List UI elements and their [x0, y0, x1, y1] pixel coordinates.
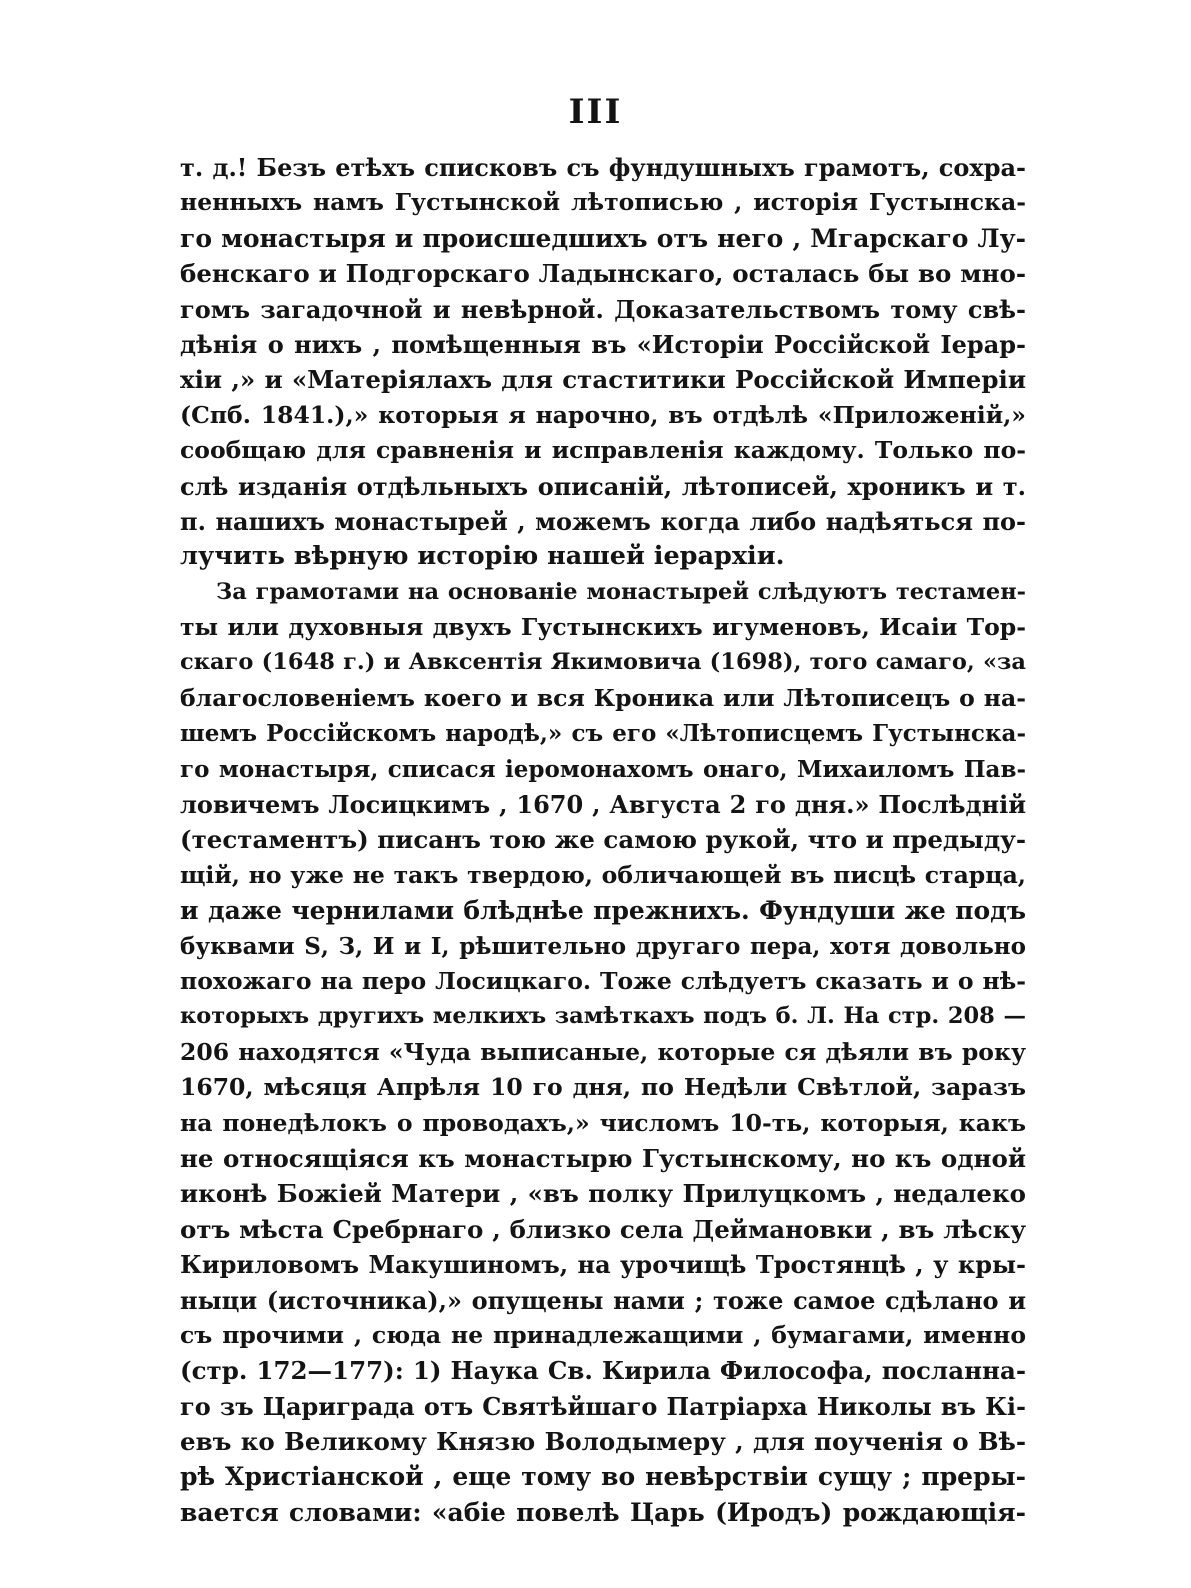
page-number: III: [568, 92, 623, 132]
text-line: не относящіяся къ монастырю Густынскому, но къ одной: [180, 1143, 1026, 1173]
paragraph-1: [180, 150, 1026, 575]
text-line: похожаго на перо Лосицкаго. Тоже слѣдуетъ сказать и о нѣ-: [180, 966, 1026, 995]
text-line: За грамотами на основаніе монастырей слѣдуютъ тестамен-: [216, 578, 1026, 605]
text-line: иконѣ Божіей Матери , «въ полку Прилуцкомъ , недалеко: [180, 1179, 1026, 1209]
text-line: (тестаментъ) писанъ тою же самою рукой, что и предыду-: [180, 825, 1026, 855]
text-line: сообщаю для сравненія и исправленія каждому. Только по-: [180, 436, 1026, 465]
text-line: бенскаго и Подгорскаго Ладынскаго, осталась бы во мно-: [180, 259, 1026, 289]
text-line: го монастыря, списася іеромонахомъ онаго, Михаиломъ Пав-: [180, 755, 1026, 783]
text-line: ловичемъ Лосицкимъ , 1670 , Августа 2 го дня.» Послѣдній: [180, 790, 1026, 820]
text-line: скаго (1648 г.) и Авксентія Якимовича (1698), того самаго, «за: [180, 649, 1026, 676]
text-line: (Спб. 1841.),» которыя я нарочно, въ отдѣлѣ «Приложеній,»: [180, 400, 1026, 429]
text-line: рѣ Христіанской , еще тому во невѣрствіи сущу ; преры-: [180, 1462, 1026, 1492]
text-line: шемъ Россійскомъ народѣ,» съ его «Лѣтописцемъ Густынска-: [180, 720, 1026, 748]
text-line: 206 находятся «Чуда выписаные, которые ся дѣяли въ року: [180, 1037, 1026, 1066]
text-line: на понедѣлокъ о проводахъ,» числомъ 10-ть, которыя, какъ: [180, 1108, 1026, 1137]
text-line: гомъ загадочной и невѣрной. Доказательствомъ тому свѣ-: [180, 294, 1026, 324]
text-line: евъ ко Великому Князю Володымеру , для поученія о Вѣ-: [180, 1427, 1026, 1457]
text-line: п. нашихъ монастырей , можемъ когда либо надѣяться по-: [180, 506, 1026, 536]
text-line: Кириловомъ Макушиномъ, на урочищѣ Тростянцѣ , у кры-: [180, 1250, 1026, 1280]
text-line: ненныхъ намъ Густынской лѣтописью , исторія Густынска-: [180, 188, 1026, 217]
text-line: т. д.! Безъ етѣхъ списковъ съ фундушныхъ грамотъ, сохра-: [180, 153, 1026, 182]
text-line: щій, но уже не такъ твердою, обличающей въ писцѣ старца,: [180, 860, 1026, 889]
text-line: го зъ Цариграда отъ Святѣйшаго Патріарха Николы въ Кі-: [180, 1391, 1026, 1421]
text-line: лучить вѣрную исторію нашей іерархіи.: [180, 541, 785, 572]
text-line: отъ мѣста Сребрнаго , близко села Деймановки , въ лѣску: [180, 1214, 1026, 1244]
text-line: хіи ,» и «Матеріялахъ для стаститики Россійской Имперіи: [180, 365, 1026, 395]
text-line: которыхъ другихъ мелкихъ замѣткахъ подъ б. Л. На стр. 208 —: [180, 1003, 1026, 1030]
text-line: благословеніемъ коего и вся Кроника или Лѣтописецъ о на-: [180, 683, 1026, 712]
text-line: го монастыря и происшедшихъ отъ него , Мгарскаго Лу-: [180, 223, 1026, 253]
text-line: слѣ изданія отдѣльныхъ описаній, лѣтописей, хроникъ и т.: [180, 471, 1026, 501]
text-line: съ прочими , сюда не принадлежащими , бумагами, именно: [180, 1320, 1026, 1349]
text-line: буквами Ѕ, З, И и І, рѣшительно другаго пера, хотя довольно: [180, 932, 1026, 960]
text-line: ты или духовныя двухъ Густынскихъ игуменовъ, Исаіи Тор-: [180, 613, 1026, 642]
text-line: 1670, мѣсяця Апрѣля 10 го дня, по Недѣли Свѣтлой, заразъ: [180, 1073, 1026, 1102]
paragraph-2: [180, 575, 1026, 1531]
text-line: ныци (источника),» опущены нами ; тоже самое сдѣлано и: [180, 1285, 1026, 1315]
text-line: и даже чернилами блѣднѣе прежнихъ. Фундуши же подъ: [180, 896, 1026, 926]
text-line: (стр. 172—177): 1) Наука Св. Кирила Философа, посланна-: [180, 1356, 1026, 1386]
text-line: вается словами: «абіе повелѣ Царь (Иродъ) рождающія-: [180, 1497, 1026, 1527]
body-text: [180, 150, 1026, 1530]
text-line: дѣнія о нихъ , помѣщенныя въ «Исторіи Россійской Іерар-: [180, 329, 1026, 359]
